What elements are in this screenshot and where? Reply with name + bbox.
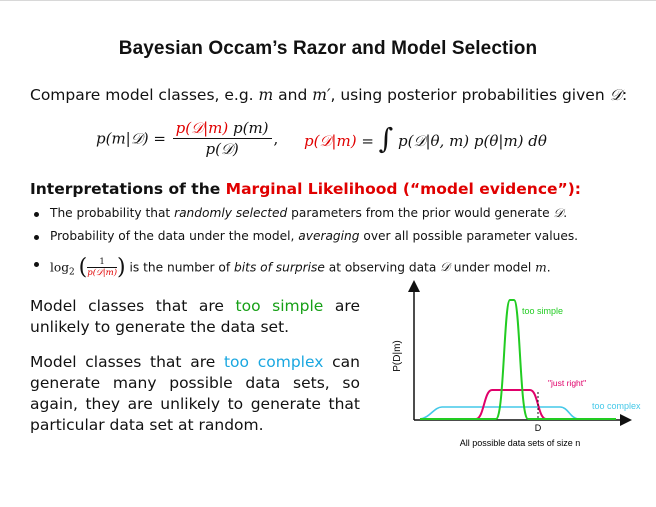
bayes-fraction [173,119,272,158]
intro-before: Compare model classes, e.g. [30,86,259,104]
intro-text [30,86,627,105]
label-just-right: "just right" [548,378,587,388]
interp-prefix: Interpretations of the [30,180,226,198]
intro-after: , using posterior probabilities given [330,86,610,104]
interp-highlight: Marginal Likelihood (“model evidence”): [225,180,581,198]
p2-highlight: too complex [223,353,324,371]
intro-and: and [273,86,313,104]
evidence-term: p(𝒟|m) [175,119,229,137]
slide-title: Bayesian Occam’s Razor and Model Selection [118,38,538,59]
posterior-lhs: p(m|𝒟) = [96,129,166,148]
posterior-formula [0,116,656,166]
intro-D: 𝒟 [609,86,622,104]
b1-D: 𝒟 [553,206,564,220]
interpretation-list [34,206,578,285]
p1-after: are unlikely to generate the data set. [30,297,360,336]
too-simple-paragraph [30,296,360,338]
evidence-plot [380,280,646,460]
prior-term: p(m) [228,119,269,137]
p2-after: can generate many possible data sets, so again, they are unlikely to generate that particular data set at random. [30,353,360,434]
series-just-right [420,390,616,419]
b3-after2: under model [449,260,536,275]
bayes-rule [96,119,278,158]
log-base: 2 [69,267,75,278]
list-item [34,229,578,252]
b3-D: 𝒟 [440,260,450,274]
interpretations-heading [30,180,581,198]
b1-after: parameters from the prior would generate [287,206,554,220]
integral-sign: ∫ [378,122,394,155]
b3-before: is the number of [129,260,235,275]
surprise-den: p(𝒟|m) [87,268,118,278]
surprise-num: 1 [87,257,117,268]
top-rule [0,0,656,1]
evidence-lhs: p(𝒟|m) [304,132,357,150]
bullet-dot [34,262,39,267]
b1-italic: randomly selected [174,206,288,220]
b2-after: over all possible parameter values. [359,229,579,243]
b2-before: Probability of the data under the model, [50,229,299,243]
p2-before: Model classes that are [30,353,224,371]
b3-italic: bits of surprise [234,260,325,275]
bayes-numerator [173,119,272,139]
formula-comma: , [273,129,279,148]
log-symbol: log [50,260,70,275]
label-too-simple: too simple [522,306,564,316]
integrand: p(𝒟|θ, m) p(θ|m) dθ [393,132,547,150]
y-axis-label: P(D|m) [392,340,403,372]
series-too-simple [420,300,616,419]
series-too-complex [420,407,616,419]
evidence-equals: = [356,132,379,150]
bullet-dot [34,212,39,217]
b3-m: m [535,260,547,275]
list-item [34,206,578,229]
intro-colon: : [621,86,628,104]
b2-italic: averaging [298,229,360,243]
bullet-dot [34,235,39,240]
open-paren: ( [78,255,88,280]
bayes-denominator: p(𝒟) [205,140,239,158]
evidence-integral [304,122,547,155]
b3-after: at observing data [324,260,441,275]
surprise-fraction [87,257,117,278]
b1-before: The probability that [50,206,175,220]
b3-end: . [546,260,551,275]
label-too-complex: too complex [592,401,641,411]
too-complex-paragraph [30,352,360,436]
intro-m-prime: m′ [312,86,331,104]
intro-m: m [258,86,274,104]
x-axis-label: All possible data sets of size n [459,438,581,448]
d-marker-label: D [534,423,542,433]
b1-end: . [563,206,568,220]
p1-highlight: too simple [235,297,324,315]
close-paren: ) [117,255,126,280]
p1-before: Model classes that are [30,297,236,315]
